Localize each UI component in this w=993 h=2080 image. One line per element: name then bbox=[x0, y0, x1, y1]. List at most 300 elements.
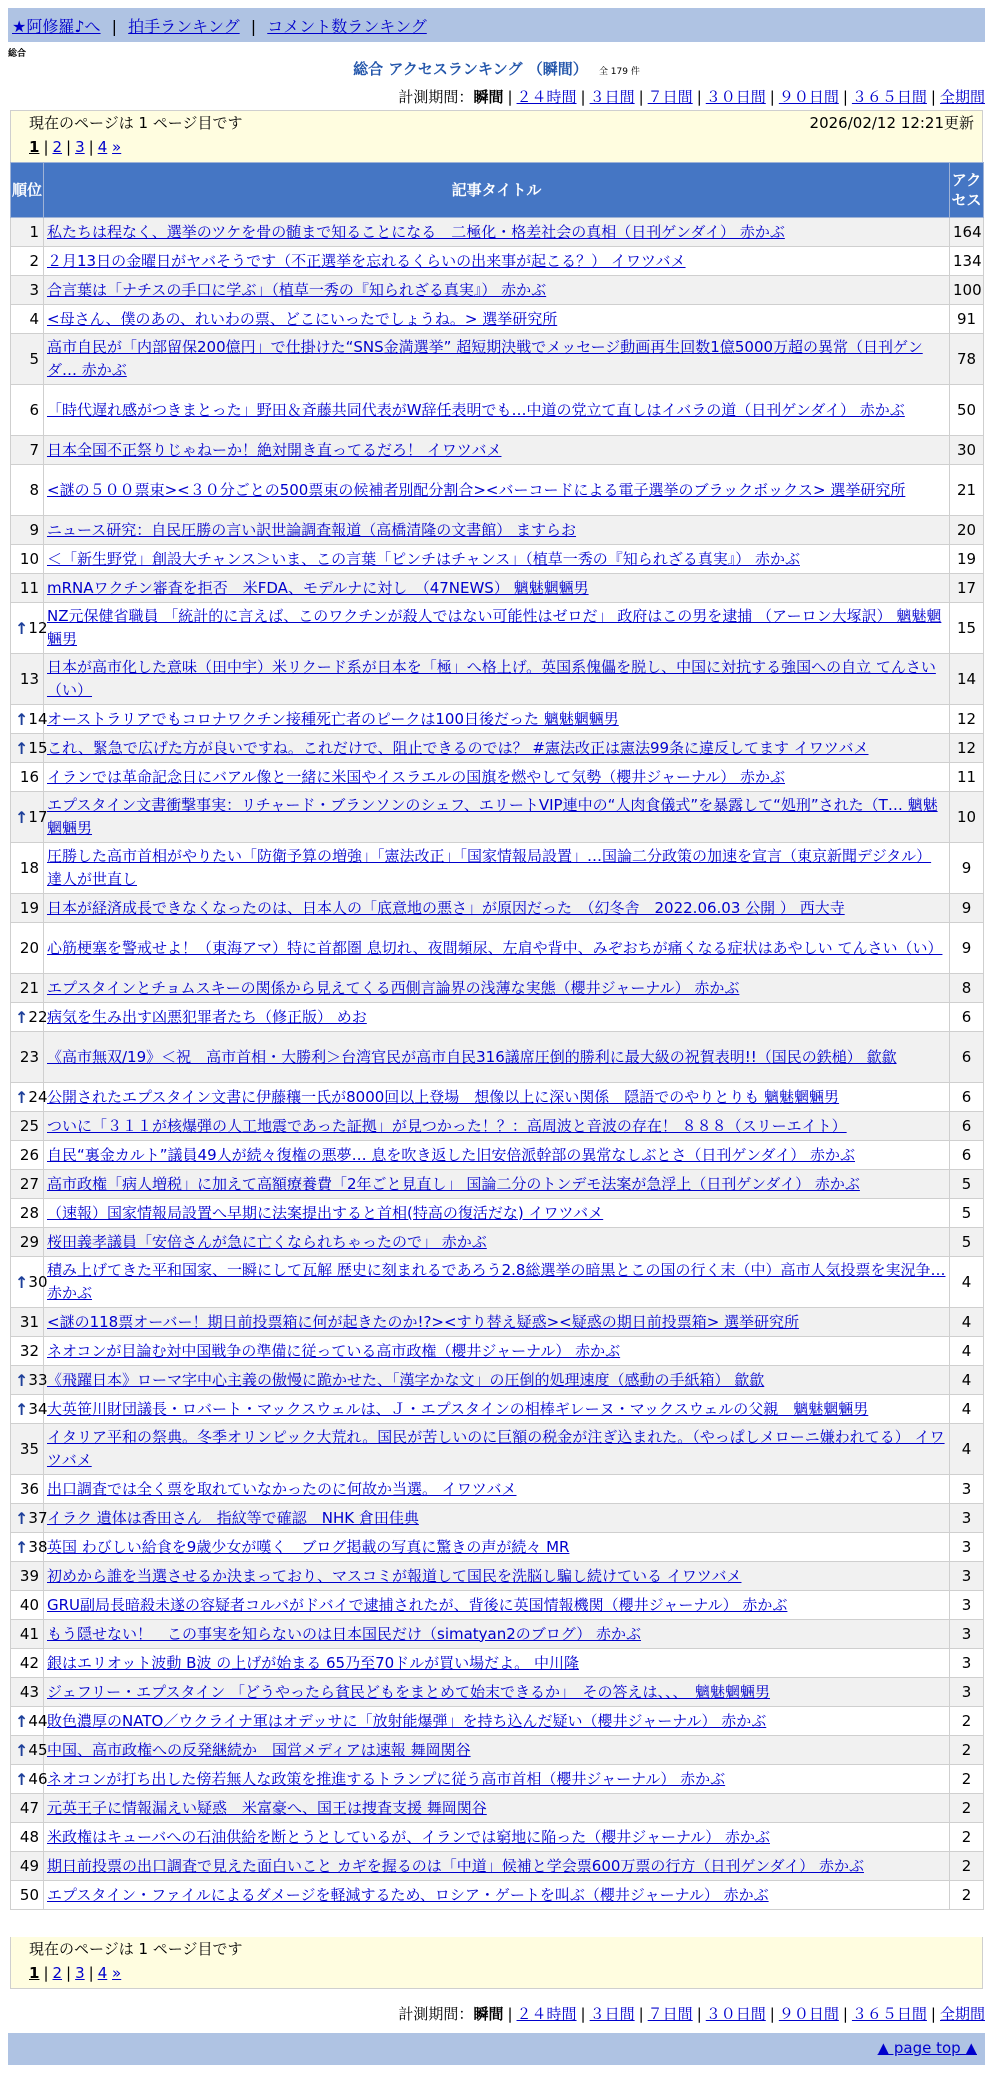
rank-cell bbox=[11, 465, 44, 516]
rank-number: 13 bbox=[19, 670, 39, 688]
page-title-text: 総合 アクセスランキング （瞬間） bbox=[353, 60, 588, 78]
title-cell bbox=[44, 1083, 950, 1112]
access-count: 9 bbox=[950, 843, 984, 894]
top-nav-bar bbox=[8, 8, 985, 42]
rank-number: 16 bbox=[19, 768, 39, 786]
article-link[interactable]: 「時代遅れ感がつきまとった」野田＆斉藤共同代表がW辞任表明でも…中道の党立て直しはイバラの道（日刊ゲンダイ） 赤かぶ bbox=[47, 400, 905, 419]
article-link[interactable]: 銀はエリオット波動 B波 の上げが始まる 65乃至70ドルが買い場だよ。 中川隆 bbox=[47, 1653, 579, 1672]
title-cell bbox=[44, 1424, 950, 1475]
rank-up-arrow-icon: ↑ bbox=[15, 1007, 29, 1027]
period-option[interactable]: 全期間 bbox=[939, 2005, 985, 2023]
table-row bbox=[11, 1475, 984, 1504]
table-row bbox=[11, 1504, 984, 1533]
article-link[interactable]: ネオコンが目論む対中国戦争の準備に従っている高市政権（櫻井ジャーナル） 赤かぶ bbox=[47, 1341, 621, 1360]
rank-cell bbox=[11, 1852, 44, 1881]
article-link[interactable]: 日本が経済成長できなくなったのは、日本人の「底意地の悪さ」が原因だった （幻冬舎 2022.06.03 公開 ） 西大寺 bbox=[47, 898, 845, 917]
table-row bbox=[11, 1141, 984, 1170]
table-row bbox=[11, 247, 984, 276]
page-link: 1 bbox=[29, 1964, 40, 1982]
title-cell bbox=[44, 1620, 950, 1649]
table-row bbox=[11, 1112, 984, 1141]
title-cell bbox=[44, 1707, 950, 1736]
period-nav-top bbox=[398, 86, 985, 107]
period-option[interactable]: ７日間 bbox=[647, 2005, 693, 2023]
page-link[interactable]: 3 bbox=[75, 138, 85, 156]
period-separator: | bbox=[638, 2005, 644, 2023]
title-cell bbox=[44, 385, 950, 436]
access-count: 164 bbox=[950, 218, 984, 247]
access-header: アクセス bbox=[950, 163, 984, 218]
page-link[interactable]: 4 bbox=[97, 138, 108, 156]
rank-cell bbox=[11, 574, 44, 603]
title-cell bbox=[44, 465, 950, 516]
rank-number: 9 bbox=[29, 521, 39, 539]
access-count: 5 bbox=[950, 1228, 984, 1257]
article-link[interactable]: イタリア平和の祭典。冬季オリンピック大荒れ。国民が苦しいのに巨額の税金が注ぎ込まれた。（やっぱしメローニ嫌われてる） イワツバメ bbox=[47, 1428, 945, 1469]
title-cell bbox=[44, 1228, 950, 1257]
title-cell bbox=[44, 894, 950, 923]
title-cell bbox=[44, 1395, 950, 1424]
table-row bbox=[11, 305, 984, 334]
rank-cell bbox=[11, 1823, 44, 1852]
rank-up-arrow-icon: ↑ bbox=[15, 1508, 29, 1528]
rank-cell bbox=[11, 247, 44, 276]
access-count: 2 bbox=[950, 1794, 984, 1823]
table-row bbox=[11, 1823, 984, 1852]
table-row bbox=[11, 1083, 984, 1112]
title-cell bbox=[44, 974, 950, 1003]
access-count: 2 bbox=[950, 1736, 984, 1765]
period-separator: | bbox=[507, 2005, 513, 2023]
article-link[interactable]: ２月13日の金曜日がヤバそうです（不正選挙を忘れるくらいの出来事が起こる？） イワツバメ bbox=[47, 251, 686, 270]
rank-cell bbox=[11, 1649, 44, 1678]
article-link[interactable]: 出口調査では全く票を取れていなかったのに何故か当選。 イワツバメ bbox=[47, 1479, 517, 1498]
article-link[interactable]: これ、緊急で広げた方が良いですね。これだけで、阻止できるのでは？ #憲法改正は憲法99条に違反してます イワツバメ bbox=[47, 738, 869, 757]
next-page-link[interactable]: » bbox=[112, 1964, 122, 1982]
page-info-bottom bbox=[10, 1937, 983, 1989]
rank-number: 17 bbox=[28, 807, 48, 826]
current-page-text: 現在のページは 1 ページ目です bbox=[29, 1940, 243, 1958]
rank-number: 1 bbox=[29, 223, 39, 241]
period-separator: | bbox=[930, 2005, 936, 2023]
title-cell bbox=[44, 705, 950, 734]
article-link[interactable]: 積み上げてきた平和国家、一瞬にして瓦解 歴史に刻まれるであろう2.8総選挙の暗黒とこの国の行く末（中）高市人気投票を実況争… 赤かぶ bbox=[47, 1261, 946, 1302]
article-link[interactable]: ネオコンが打ち出した傍若無人な政策を推進するトランプに従う高市首相（櫻井ジャーナル） 赤かぶ bbox=[47, 1769, 726, 1788]
rank-cell bbox=[11, 385, 44, 436]
table-row bbox=[11, 1649, 984, 1678]
period-option[interactable]: ９０日間 bbox=[778, 2005, 839, 2023]
rank-cell bbox=[11, 1141, 44, 1170]
access-count: 3 bbox=[950, 1562, 984, 1591]
rank-up-arrow-icon: ↑ bbox=[15, 1711, 29, 1731]
page-top-link[interactable]: ▲ page top ▲ bbox=[877, 2039, 977, 2057]
rank-number: 38 bbox=[28, 1537, 48, 1556]
table-row bbox=[11, 1308, 984, 1337]
title-cell bbox=[44, 1562, 950, 1591]
table-row bbox=[11, 1199, 984, 1228]
article-link[interactable]: 期日前投票の出口調査で見えた面白いこと カギを握るのは「中道」候補と学会票600万票の行方（日刊ゲンダイ） 赤かぶ bbox=[47, 1856, 864, 1875]
rank-cell bbox=[11, 305, 44, 334]
page-separator: | bbox=[43, 138, 49, 156]
ranking-table bbox=[10, 162, 984, 1910]
article-link[interactable]: ニュース研究：自民圧勝の言い訳世論調査報道（高橋清隆の文書館） ますらお bbox=[47, 520, 577, 539]
table-row bbox=[11, 516, 984, 545]
title-cell bbox=[44, 654, 950, 705]
article-link[interactable]: GRU副局長暗殺未遂の容疑者コルバがドバイで逮捕されたが、背後に英国情報機関（櫻井ジャーナル） 赤かぶ bbox=[47, 1595, 788, 1614]
page-separator: | bbox=[88, 138, 94, 156]
category-label: 総合 bbox=[8, 49, 27, 59]
title-cell bbox=[44, 1337, 950, 1366]
page-link[interactable]: 3 bbox=[75, 1964, 85, 1982]
table-row bbox=[11, 894, 984, 923]
rank-number: 4 bbox=[29, 310, 39, 328]
rank-number: 29 bbox=[19, 1233, 39, 1251]
article-link[interactable]: ジェフリー・エプスタイン 「どうやったら貧民どもをまとめて始末できるか」 その答えは、、、 魑魅魍魎男 bbox=[47, 1682, 770, 1701]
article-link[interactable]: 中国、高市政権への反発継続か 国営メディアは速報 舞岡関谷 bbox=[47, 1740, 471, 1759]
title-cell bbox=[44, 1591, 950, 1620]
period-option[interactable]: ２４時間 bbox=[516, 88, 577, 106]
access-count: 12 bbox=[950, 705, 984, 734]
access-count: 2 bbox=[950, 1881, 984, 1910]
period-option[interactable]: ３０日間 bbox=[705, 2005, 766, 2023]
title-header: 記事タイトル bbox=[44, 163, 950, 218]
next-page-link[interactable]: » bbox=[112, 138, 122, 156]
period-option[interactable]: ３０日間 bbox=[705, 88, 766, 106]
table-row bbox=[11, 276, 984, 305]
article-link[interactable]: 私たちは程なく、選挙のツケを骨の髄まで知ることになる 二極化・格差社会の真相（日刊ゲンダイ） 赤かぶ bbox=[47, 222, 785, 241]
article-link[interactable]: 病気を生み出す凶悪犯罪者たち（修正版） めお bbox=[47, 1007, 367, 1026]
article-link[interactable]: ＜「新生野党」創設大チャンス＞いま、この言葉「ピンチはチャンス」（植草一秀の『知られざる真実』） 赤かぶ bbox=[47, 549, 800, 568]
footer-bar bbox=[8, 2033, 985, 2065]
period-separator: | bbox=[696, 2005, 702, 2023]
rank-cell bbox=[11, 545, 44, 574]
rank-number: 37 bbox=[28, 1508, 48, 1527]
article-link[interactable]: 心筋梗塞を警戒せよ！（東海アマ）特に首都圏 息切れ、夜間頻尿、左肩や背中、みぞおちが痛くなる症状はあやしい てんさい（い） bbox=[47, 938, 943, 957]
rank-number: 43 bbox=[19, 1683, 39, 1701]
title-cell bbox=[44, 1199, 950, 1228]
rank-cell bbox=[11, 1881, 44, 1910]
access-count: 4 bbox=[950, 1424, 984, 1475]
access-count: 2 bbox=[950, 1852, 984, 1881]
article-link[interactable]: mRNAワクチン審査を拒否 米FDA、モデルナに対し （47NEWS） 魑魅魍魎男 bbox=[47, 578, 589, 597]
rank-number: 6 bbox=[29, 401, 39, 419]
access-count: 3 bbox=[950, 1620, 984, 1649]
article-link[interactable]: オーストラリアでもコロナワクチン接種死亡者のピークは100日後だった 魑魅魍魎男 bbox=[47, 709, 619, 728]
period-option[interactable]: ３６５日間 bbox=[851, 88, 927, 106]
article-link[interactable]: エプスタイン・ファイルによるダメージを軽減するため、ロシア・ゲートを叫ぶ（櫻井ジャーナル） 赤かぶ bbox=[47, 1885, 769, 1904]
access-count: 17 bbox=[950, 574, 984, 603]
period-separator: | bbox=[769, 2005, 775, 2023]
article-link[interactable]: 圧勝した高市首相がやりたい「防衛予算の増強」「憲法改正」「国家情報局設置」…国論二分政策の加速を宣言（東京新聞デジタル） 達人が世直し bbox=[47, 847, 932, 888]
rank-number: 42 bbox=[19, 1654, 39, 1672]
rank-cell bbox=[11, 1257, 48, 1308]
table-row bbox=[11, 1170, 984, 1199]
title-cell bbox=[44, 1504, 950, 1533]
rank-cell bbox=[11, 1504, 48, 1533]
table-row bbox=[11, 1881, 984, 1910]
access-count: 4 bbox=[950, 1308, 984, 1337]
rank-number: 26 bbox=[19, 1146, 39, 1164]
rank-cell bbox=[11, 894, 44, 923]
table-row bbox=[11, 465, 984, 516]
page-separator: | bbox=[43, 1964, 49, 1982]
access-count: 6 bbox=[950, 1032, 984, 1083]
rank-cell bbox=[11, 1424, 44, 1475]
article-link[interactable]: 高市政権「病人増税」に加えて高額療養費「2年ごと見直し」 国論二分のトンデモ法案が急浮上（日刊ゲンダイ） 赤かぶ bbox=[47, 1174, 860, 1193]
rank-cell bbox=[11, 843, 44, 894]
table-row bbox=[11, 1032, 984, 1083]
title-cell bbox=[44, 436, 950, 465]
rank-cell bbox=[11, 276, 44, 305]
rank-cell bbox=[11, 1736, 48, 1765]
table-row bbox=[11, 603, 984, 654]
article-link[interactable]: エプスタインとチョムスキーの関係から見えてくる西側言論界の浅薄な実態（櫻井ジャーナル） 赤かぶ bbox=[47, 978, 740, 997]
rank-number: 23 bbox=[19, 1048, 39, 1066]
access-count: 11 bbox=[950, 763, 984, 792]
title-cell bbox=[44, 1736, 950, 1765]
article-link[interactable]: 元英王子に情報漏えい疑惑 米富豪へ、国王は捜査支援 舞岡関谷 bbox=[47, 1798, 487, 1817]
table-row bbox=[11, 654, 984, 705]
rank-number: 24 bbox=[28, 1087, 48, 1106]
rank-cell bbox=[11, 1308, 44, 1337]
access-count: 5 bbox=[950, 1170, 984, 1199]
title-cell bbox=[44, 1032, 950, 1083]
rank-header: 順位 bbox=[11, 163, 44, 218]
access-count: 4 bbox=[950, 1257, 984, 1308]
title-cell bbox=[44, 545, 950, 574]
article-link[interactable]: （速報）国家情報局設置へ早期に法案提出すると首相(特高の復活だな) イワツバメ bbox=[47, 1203, 604, 1222]
page-link[interactable]: 4 bbox=[97, 1964, 108, 1982]
article-link[interactable]: 自民“裏金カルト”議員49人が続々復権の悪夢… 息を吹き返した旧安倍派幹部の異常なしぶとさ（日刊ゲンダイ） 赤かぶ bbox=[47, 1145, 855, 1164]
period-option[interactable]: ３日間 bbox=[589, 2005, 635, 2023]
table-row bbox=[11, 574, 984, 603]
table-row bbox=[11, 843, 984, 894]
period-label: 計測期間： bbox=[398, 88, 474, 106]
title-cell bbox=[44, 305, 950, 334]
title-cell bbox=[44, 1823, 950, 1852]
pagination-top bbox=[29, 135, 974, 159]
title-cell bbox=[44, 1170, 950, 1199]
period-option[interactable]: ３６５日間 bbox=[851, 2005, 927, 2023]
article-link[interactable]: 英国 わびしい給食を9歳少女が嘆く ブログ掲載の写真に驚きの声が続々 MR bbox=[47, 1537, 570, 1556]
table-row bbox=[11, 1765, 984, 1794]
article-link[interactable]: <謎の５００票束><３０分ごとの500票束の候補者別配分割合><バーコードによる電子選挙のブラックボックス> 選挙研究所 bbox=[47, 480, 906, 499]
access-count: 3 bbox=[950, 1649, 984, 1678]
article-link[interactable]: 公開されたエプスタイン文書に伊藤穰一氏が8000回以上登場 想像以上に深い関係 隠語でのやりとりも 魑魅魍魎男 bbox=[47, 1087, 840, 1106]
access-count: 9 bbox=[950, 894, 984, 923]
rank-cell bbox=[11, 1112, 44, 1141]
rank-up-arrow-icon: ↑ bbox=[15, 1769, 29, 1789]
article-link[interactable]: 米政権はキューバへの石油供給を断とうとしているが、イランでは窮地に陥った（櫻井ジャーナル） 赤かぶ bbox=[47, 1827, 770, 1846]
rank-up-arrow-icon: ↑ bbox=[15, 1399, 29, 1419]
rank-up-arrow-icon: ↑ bbox=[15, 807, 29, 827]
title-cell bbox=[44, 1794, 950, 1823]
title-cell bbox=[44, 1003, 950, 1032]
rank-cell bbox=[11, 1083, 48, 1112]
article-link[interactable]: イラク 遺体は香田さん 指紋等で確認 NHK 倉田佳典 bbox=[47, 1508, 419, 1527]
rank-number: 7 bbox=[29, 441, 39, 459]
rank-number: 33 bbox=[28, 1370, 48, 1389]
access-count: 50 bbox=[950, 385, 984, 436]
period-option[interactable]: 全期間 bbox=[939, 88, 985, 106]
home-link[interactable]: ★阿修羅♪へ bbox=[12, 17, 101, 36]
table-row bbox=[11, 1366, 984, 1395]
title-cell bbox=[44, 1881, 950, 1910]
page-link[interactable]: 2 bbox=[52, 138, 63, 156]
rank-number: 25 bbox=[19, 1117, 39, 1135]
rank-number: 39 bbox=[19, 1567, 39, 1585]
access-count: 3 bbox=[950, 1475, 984, 1504]
period-option[interactable]: ２４時間 bbox=[516, 2005, 577, 2023]
period-separator: | bbox=[580, 2005, 586, 2023]
title-cell bbox=[44, 1649, 950, 1678]
article-link[interactable]: 日本が高市化した意味（田中宇）米リクード系が日本を「極」へ格上げ。英国系傀儡を脱し、中国に対抗する強国への自立 てんさい（い） bbox=[47, 658, 936, 699]
period-separator: | bbox=[580, 88, 586, 106]
article-link[interactable]: 敗色濃厚のNATO／ウクライナ軍はオデッサに「放射能爆弾」を持ち込んだ疑い（櫻井ジャーナル） 赤かぶ bbox=[47, 1711, 767, 1730]
access-count: 100 bbox=[950, 276, 984, 305]
article-link[interactable]: エプスタイン文書衝撃事実：リチャード・ブランソンのシェフ、エリートVIP連中の“人肉食儀式”を暴露して“処刑”された（T… 魑魅魍魎男 bbox=[47, 796, 938, 837]
rank-cell bbox=[11, 1337, 44, 1366]
rank-number: 36 bbox=[19, 1480, 39, 1498]
access-count: 4 bbox=[950, 1337, 984, 1366]
article-link[interactable]: 合言葉は「ナチスの手口に学ぶ」（植草一秀の『知られざる真実』） 赤かぶ bbox=[47, 280, 547, 299]
access-count: 9 bbox=[950, 923, 984, 974]
access-count: 134 bbox=[950, 247, 984, 276]
article-link[interactable]: <謎の118票オーバー！期日前投票箱に何が起きたのか!?><すり替え疑惑><疑惑の期日前投票箱> 選挙研究所 bbox=[47, 1312, 800, 1331]
rank-number: 49 bbox=[19, 1857, 39, 1875]
rank-cell bbox=[11, 1707, 48, 1736]
period-separator: | bbox=[842, 2005, 848, 2023]
title-cell bbox=[44, 247, 950, 276]
table-row bbox=[11, 1678, 984, 1707]
article-link[interactable]: イランでは革命記念日にバアル像と一緒に米国やイスラエルの国旗を燃やして気勢（櫻井ジャーナル） 赤かぶ bbox=[47, 767, 785, 786]
access-count: 3 bbox=[950, 1591, 984, 1620]
title-cell bbox=[44, 1257, 950, 1308]
table-row bbox=[11, 1620, 984, 1649]
table-row bbox=[11, 923, 984, 974]
title-cell bbox=[44, 1366, 950, 1395]
table-row bbox=[11, 1533, 984, 1562]
period-option: 瞬間 bbox=[473, 2005, 504, 2023]
rank-number: 44 bbox=[28, 1711, 48, 1730]
article-link[interactable]: もう隠せない！ この事実を知らないのは日本国民だけ（simatyan2のブログ） 赤かぶ bbox=[47, 1624, 642, 1643]
article-link[interactable]: 高市自民が「内部留保200億円」で仕掛けた“SNS金満選挙” 超短期決戦でメッセージ動画再生回数1億5000万超の異常（日刊ゲンダ… 赤かぶ bbox=[47, 338, 923, 379]
rank-cell bbox=[11, 1475, 44, 1504]
page-separator: | bbox=[66, 1964, 72, 1982]
access-count: 91 bbox=[950, 305, 984, 334]
table-row bbox=[11, 974, 984, 1003]
rank-up-arrow-icon: ↑ bbox=[15, 1537, 29, 1557]
clap-ranking-link[interactable]: 拍手ランキング bbox=[128, 17, 240, 36]
access-count: 3 bbox=[950, 1504, 984, 1533]
table-row bbox=[11, 705, 984, 734]
rank-cell bbox=[11, 792, 48, 843]
page-link[interactable]: 2 bbox=[52, 1964, 63, 1982]
access-count: 2 bbox=[950, 1765, 984, 1794]
period-separator: | bbox=[930, 88, 936, 106]
article-link[interactable]: ついに「３１１が核爆弾の人工地震であった証拠」が見つかった！？：高周波と音波の存在！ ８８８（スリーエイト） bbox=[47, 1116, 847, 1135]
page-separator: | bbox=[66, 138, 72, 156]
table-row bbox=[11, 1794, 984, 1823]
access-count: 6 bbox=[950, 1112, 984, 1141]
page-info-top bbox=[10, 110, 983, 162]
period-separator: | bbox=[842, 88, 848, 106]
rank-number: 32 bbox=[19, 1342, 39, 1360]
total-count: 全 179 件 bbox=[598, 67, 640, 77]
rank-cell bbox=[11, 923, 44, 974]
period-option: 瞬間 bbox=[473, 88, 504, 106]
table-row bbox=[11, 1562, 984, 1591]
period-separator: | bbox=[638, 88, 644, 106]
access-count: 4 bbox=[950, 1366, 984, 1395]
period-separator: | bbox=[696, 88, 702, 106]
rank-number: 3 bbox=[29, 281, 39, 299]
rank-number: 19 bbox=[19, 899, 39, 917]
rank-cell bbox=[11, 516, 44, 545]
access-count: 6 bbox=[950, 1003, 984, 1032]
period-option[interactable]: ９０日間 bbox=[778, 88, 839, 106]
table-row bbox=[11, 1003, 984, 1032]
nav-separator: | bbox=[111, 17, 118, 36]
table-row bbox=[11, 1337, 984, 1366]
article-link[interactable]: 初めから誰を当選させるか決まっており、マスコミが報道して国民を洗脳し騙し続けている イワツバメ bbox=[47, 1566, 742, 1585]
rank-up-arrow-icon: ↑ bbox=[15, 618, 29, 638]
access-count: 2 bbox=[950, 1823, 984, 1852]
rank-number: 46 bbox=[28, 1769, 48, 1788]
table-row bbox=[11, 1257, 984, 1308]
article-link[interactable]: 日本全国不正祭りじゃねーか！絶対開き直ってるだろ！ イワツバメ bbox=[47, 440, 502, 459]
access-count: 3 bbox=[950, 1678, 984, 1707]
period-option[interactable]: ７日間 bbox=[647, 88, 693, 106]
table-row bbox=[11, 1228, 984, 1257]
rank-number: 48 bbox=[19, 1828, 39, 1846]
rank-number: 8 bbox=[29, 481, 39, 499]
title-cell bbox=[44, 1533, 950, 1562]
table-row bbox=[11, 1736, 984, 1765]
article-link[interactable]: 《飛躍日本》ローマ字中心主義の傲慢に跪かせた、「漢字かな文」の圧倒的処理速度（感動の手紙箱） 歙歙 bbox=[47, 1370, 765, 1389]
article-link[interactable]: 大英笹川財団議長・ロバート・マックスウェルは、Ｊ・エプスタインの相棒ギレーヌ・マックスウェルの父親 魑魅魍魎男 bbox=[47, 1399, 869, 1418]
title-cell bbox=[44, 1141, 950, 1170]
rank-number: 2 bbox=[29, 252, 39, 270]
table-row bbox=[11, 792, 984, 843]
access-count: 8 bbox=[950, 974, 984, 1003]
article-link[interactable]: 桜田義孝議員「安倍さんが急に亡くなられちゃったので」 赤かぶ bbox=[47, 1232, 487, 1251]
rank-cell bbox=[11, 1794, 44, 1823]
article-link[interactable]: NZ元保健省職員 「統計的に言えば、このワクチンが殺人ではない可能性はゼロだ」 政府はこの男を逮捕 （アーロン大塚訳） 魑魅魍魎男 bbox=[47, 607, 942, 648]
article-link[interactable]: 《高市無双/19》＜祝 高市首相・大勝利＞台湾官民が高市自民316議席圧倒的勝利に最大級の祝賀表明!!（国民の鉄槌） 歙歙 bbox=[47, 1047, 897, 1066]
rank-cell bbox=[11, 603, 48, 654]
access-count: 20 bbox=[950, 516, 984, 545]
period-separator: | bbox=[769, 88, 775, 106]
title-cell bbox=[44, 603, 950, 654]
rank-cell bbox=[11, 763, 44, 792]
rank-cell bbox=[11, 218, 44, 247]
access-count: 10 bbox=[950, 792, 984, 843]
access-count: 21 bbox=[950, 465, 984, 516]
rank-cell bbox=[11, 1003, 48, 1032]
period-option[interactable]: ３日間 bbox=[589, 88, 635, 106]
access-count: 30 bbox=[950, 436, 984, 465]
rank-cell bbox=[11, 1228, 44, 1257]
access-count: 2 bbox=[950, 1707, 984, 1736]
comment-ranking-link[interactable]: コメント数ランキング bbox=[267, 17, 427, 36]
rank-number: 18 bbox=[19, 859, 39, 877]
article-link[interactable]: <母さん、僕のあの、れいわの票、どこにいったでしょうね。> 選挙研究所 bbox=[47, 309, 558, 328]
title-cell bbox=[44, 516, 950, 545]
title-cell bbox=[44, 574, 950, 603]
rank-up-arrow-icon: ↑ bbox=[15, 738, 29, 758]
rank-number: 30 bbox=[28, 1272, 48, 1291]
